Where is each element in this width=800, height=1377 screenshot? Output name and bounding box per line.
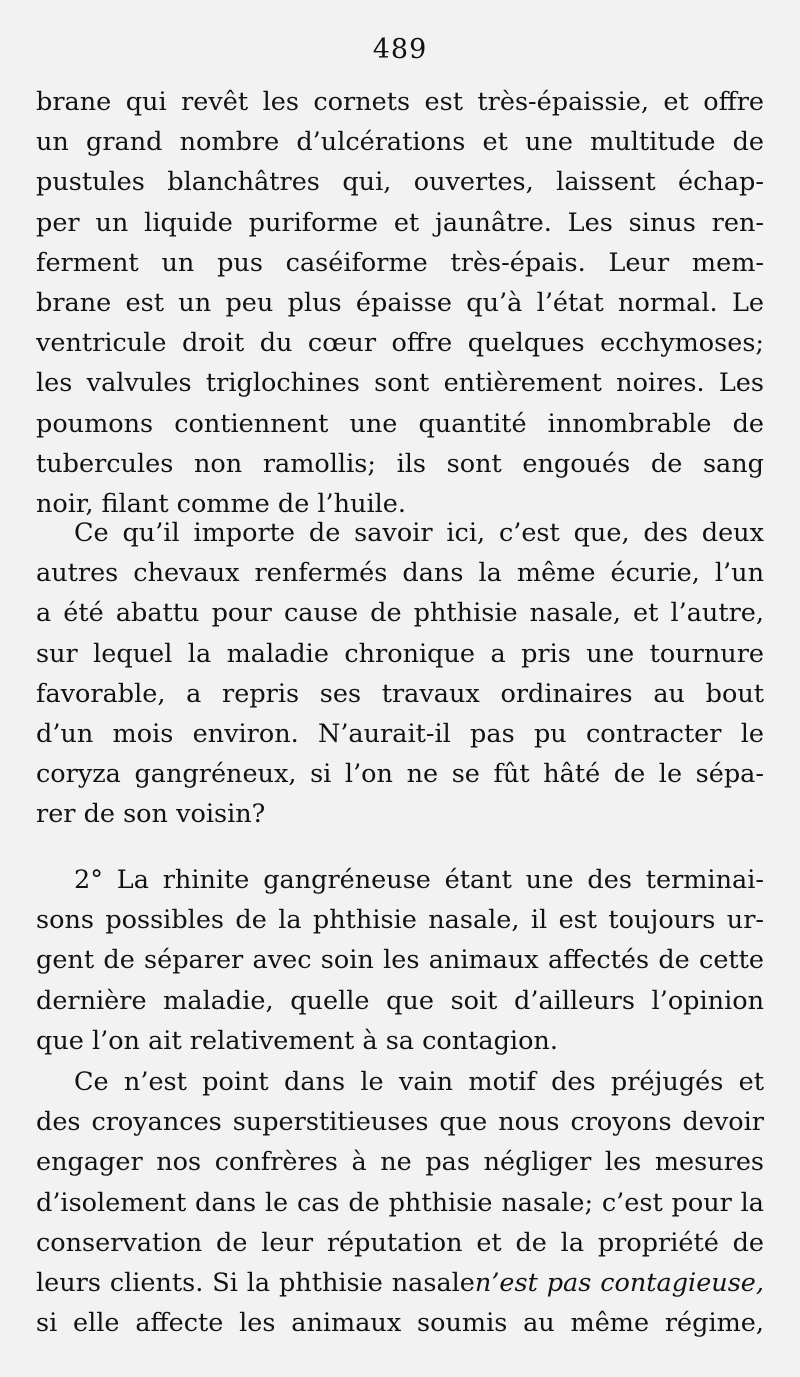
text-line: poumons contiennent une quantité innombrable de xyxy=(36,408,764,439)
text-line: favorable, a repris ses travaux ordinaires au bout xyxy=(36,678,764,709)
text-line: si elle affecte les animaux soumis au même régime, xyxy=(36,1308,764,1339)
paragraph-2 xyxy=(36,513,764,835)
text-line: engager nos confrères à ne pas négliger les mesures xyxy=(36,1147,764,1178)
text-line: que l’on ait relativement à sa contagion. xyxy=(36,1025,558,1056)
paragraph-3 xyxy=(36,860,764,1061)
text-line: gent de séparer avec soin les animaux affectés de cette xyxy=(36,945,764,976)
text-line: d’un mois environ. N’aurait-il pas pu contracter le xyxy=(36,718,764,749)
text-line: tubercules non ramollis; ils sont engoués de sang xyxy=(36,448,764,479)
text-line: Ce qu’il importe de savoir ici, c’est que, des deux xyxy=(74,518,764,548)
text-line: sons possibles de la phthisie nasale, il est toujours ur- xyxy=(36,905,764,936)
text-line: noir, filant comme de l’huile. xyxy=(36,488,406,519)
text-line: coryza gangréneux, si l’on ne se fût hâté de le sépa- xyxy=(36,759,764,790)
text-line: autres chevaux renfermés dans la même écurie, l’un xyxy=(36,558,764,589)
text-line: des croyances superstitieuses que nous croyons devoir xyxy=(36,1107,764,1138)
text-line: un grand nombre d’ulcérations et une multitude de xyxy=(36,127,764,158)
text-line: pustules blanchâtres qui, ouvertes, laissent échap- xyxy=(36,167,764,198)
italic-phrase: n’est pas contagieuse, xyxy=(474,1267,764,1298)
text-line: per un liquide puriforme et jaunâtre. Les sinus ren- xyxy=(36,207,764,238)
text-line: dernière maladie, quelle que soit d’ailleurs l’opinion xyxy=(36,985,764,1016)
text-line: sur lequel la maladie chronique a pris une tournure xyxy=(36,638,764,669)
paragraph-4 xyxy=(36,1062,764,1343)
paragraph-1 xyxy=(36,82,764,524)
text-line: Ce n’est point dans le vain motif des préjugés et xyxy=(74,1067,764,1097)
page-number: 489 xyxy=(372,34,428,65)
text-line: rer de son voisin? xyxy=(36,799,266,830)
text-line: brane est un peu plus épaisse qu’à l’état normal. Le xyxy=(36,287,764,318)
text-segment: leurs clients. Si la phthisie nasale xyxy=(36,1267,475,1298)
text-line: les valvules triglochines sont entièrement noires. Les xyxy=(36,368,764,399)
text-line: brane qui revêt les cornets est très-épaissie, et offre xyxy=(36,87,764,117)
text-line: conservation de leur réputation et de la propriété de xyxy=(36,1227,764,1258)
text-line: d’isolement dans le cas de phthisie nasale; c’est pour la xyxy=(36,1187,764,1218)
text-line-with-italic xyxy=(36,1263,764,1303)
text-line: ventricule droit du cœur offre quelques ecchymoses; xyxy=(36,328,764,359)
text-line: ferment un pus caséiforme très-épais. Leur mem- xyxy=(36,247,764,278)
text-line: 2° La rhinite gangréneuse étant une des terminai- xyxy=(74,865,764,895)
text-line: a été abattu pour cause de phthisie nasale, et l’autre, xyxy=(36,598,764,629)
